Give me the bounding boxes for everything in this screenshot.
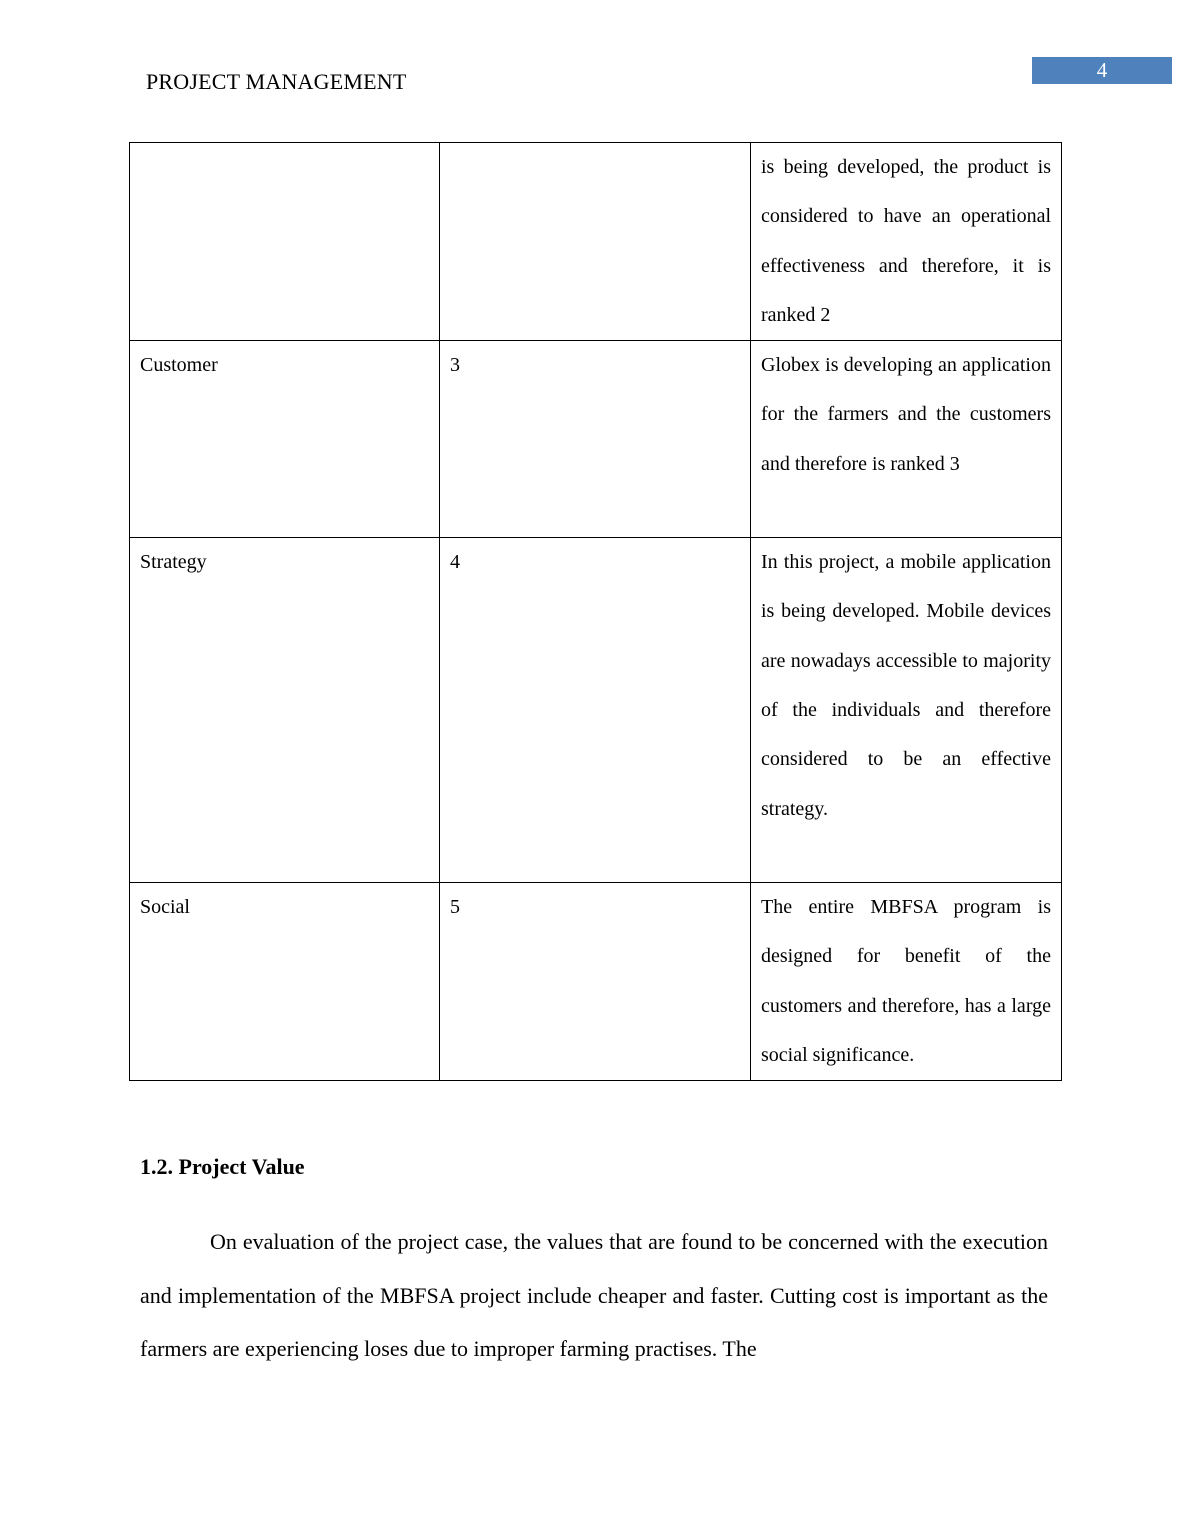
table-row (130, 538, 1062, 883)
page-number-badge: 4 (1032, 57, 1172, 84)
running-header-title: PROJECT MANAGEMENT (146, 69, 407, 94)
section-heading: 1.2. Project Value (140, 1154, 305, 1179)
justification-cell: In this project, a mobile application is being developed. Mobile devices are nowadays accessible to majority of the individuals and therefore considered to be an effective strategy. (751, 538, 1062, 883)
justification-cell: The entire MBFSA program is designed for benefit of the customers and therefore, has a large social significance. (751, 883, 1062, 1081)
table-row (130, 341, 1062, 538)
rank-cell: 5 (440, 883, 751, 1081)
body-paragraph: On evaluation of the project case, the values that are found to be concerned with the execution and implementation of the MBFSA project include cheaper and faster. Cutting cost is important as the farmers are experiencing loses due to improper farming practises. The (140, 1229, 1048, 1362)
category-cell: Customer (130, 341, 440, 538)
rank-cell: 4 (440, 538, 751, 883)
category-cell: Social (130, 883, 440, 1081)
table-row (130, 883, 1062, 1081)
rank-cell (440, 143, 751, 341)
category-cell (130, 143, 440, 341)
category-cell: Strategy (130, 538, 440, 883)
ranking-table (129, 142, 1062, 1081)
rank-cell: 3 (440, 341, 751, 538)
justification-cell: Globex is developing an application for the farmers and the customers and therefore is ranked 3 (751, 341, 1062, 538)
justification-cell: is being developed, the product is considered to have an operational effectiveness and therefore, it is ranked 2 (751, 143, 1062, 341)
table-row (130, 143, 1062, 341)
